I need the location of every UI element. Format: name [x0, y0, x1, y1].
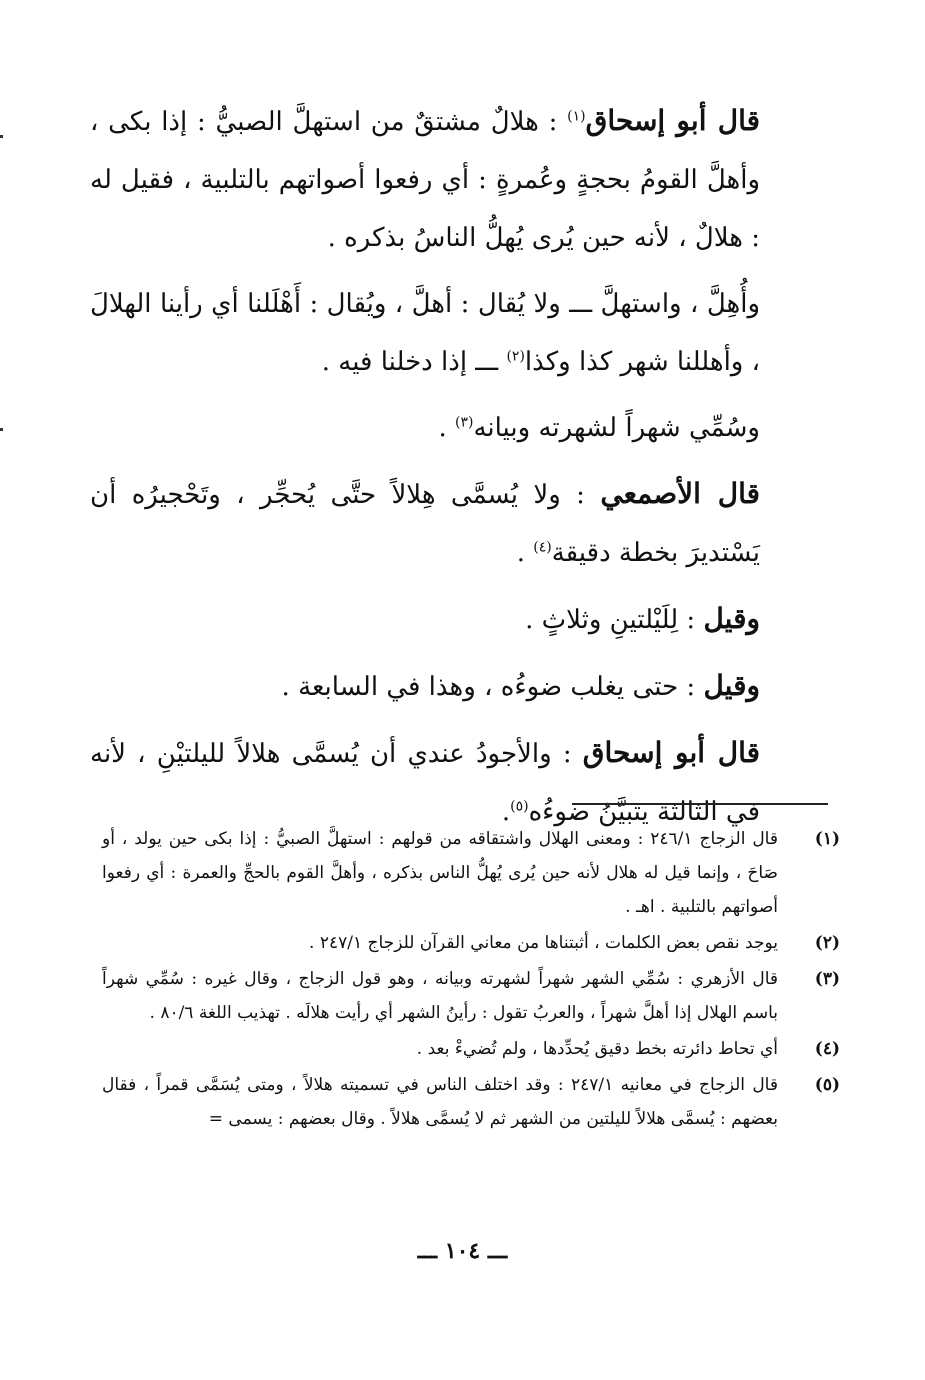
- paragraph-text: : والأجودُ عندي أن يُسمَّى هلالاً لليلتيْنِ ، لأنه في الثالثة يتبيَّنُ ضوءُه: [90, 739, 760, 827]
- speaker-name: قال أبو إسحاق: [585, 104, 760, 137]
- speaker-name: قال الأصمعي: [600, 477, 760, 510]
- speaker-name: قال أبو إسحاق: [582, 736, 760, 769]
- paragraph-text: .: [501, 797, 511, 827]
- footnote-item: [80, 1068, 840, 1136]
- paragraph-text: : هلالٌ مشتقٌ من استهلَّ الصبيُّ : إذا بكى ، وأهلَّ القومُ بحجةٍ وعُمرةٍ : أي رفعوا أصواتهم بالتلبية ، فقيل له : هلالٌ ، لأنه حين يُرى يُهلُّ الناسُ بذكره .: [90, 107, 760, 253]
- scan-margin-mark: [0, 135, 3, 138]
- footnote-divider: [572, 803, 828, 805]
- footnote-number: (٣): [814, 969, 840, 989]
- footnote-number: (٤): [814, 1039, 840, 1059]
- footnote-ref: (٣): [454, 414, 474, 431]
- footnote-item: [80, 962, 840, 1030]
- footnote-text: يوجد نقص بعض الكلمات ، أثبتناها من معاني القرآن للزجاج ٢٤٧/١ .: [309, 933, 778, 953]
- paragraph-2: [90, 275, 760, 391]
- paragraph-text: وأُهِلَّ ، واستهلَّ ـــ ولا يُقال : أهلَّ ، ويُقال : أَهْلَلنا أي رأينا الهلالَ ، وأهللنا شهر كذا وكذا: [90, 289, 760, 377]
- footnote-number: (١): [814, 829, 840, 849]
- paragraph-text: .: [438, 413, 455, 443]
- speaker-name: وقيل: [703, 602, 760, 635]
- footnote-ref: (٤): [533, 539, 552, 556]
- footnote-item: [80, 1032, 840, 1066]
- paragraph-text: : ولا يُسمَّى هِلالاً حتَّى يُحجِّر ، وتَحْجيرُه أن يَسْتديرَ بخطة دقيقة: [90, 480, 760, 568]
- footnote-item: [80, 822, 840, 924]
- page-number: ـــ ١٠٤ ـــ: [417, 1238, 508, 1264]
- paragraph-text: : حتى يغلب ضوءُه ، وهذا في السابعة .: [281, 672, 704, 702]
- footnote-text: قال الزجاج ٢٤٦/١ : ومعنى الهلال واشتقاقه من قولهم : استهلَّ الصبيُّ : إذا بكى حين يولد ، أو صَاحَ ، وإنما قيل له هلال لأنه حين يُرى يُهلُّ الناس بذكره ، وأهلَّ القوم بالحجِّ والعمرة : أي رفعوا أصواتهم بالتلبية . اهـ .: [102, 829, 778, 917]
- footnote-text: أي تحاط دائرته بخط دقيق يُحدِّدها ، ولم تُضيءْ بعد .: [416, 1039, 778, 1059]
- paragraph-5: [90, 590, 760, 649]
- paragraph-4: [90, 465, 760, 582]
- paragraph-1: [90, 92, 760, 267]
- speaker-name: وقيل: [703, 669, 760, 702]
- footnote-number: (٥): [814, 1075, 840, 1095]
- paragraph-text: .: [516, 538, 534, 568]
- paragraph-3: [90, 399, 760, 457]
- paragraph-text: : لِلَيْلتينِ وثلاثٍ .: [525, 605, 704, 635]
- footnote-text: قال الأزهري : سُمِّي الشهر شهراً لشهرته وبيانه ، وهو قول الزجاج ، وقال غيره : سُمِّي شهراً باسم الهلال إذا أهلَّ شهراً ، والعربُ تقول : رأينُ الشهر أي رأيت هلالَه . تهذيب اللغة ٨٠/٦ .: [102, 969, 778, 1023]
- main-text: [90, 92, 760, 849]
- paragraph-text: ـــ إذا دخلنا فيه .: [321, 347, 507, 377]
- footnote-ref: (٥): [510, 798, 529, 815]
- scan-margin-mark: [0, 428, 3, 431]
- footnote-text: قال الزجاج في معانيه ٢٤٧/١ : وقد اختلف الناس في تسميته هلالاً ، ومتى يُسَمَّى قمراً ، فقال بعضهم : يُسمَّى هلالاً لليلتين من الشهر ثم لا يُسمَّى هلالاً . وقال بعضهم : يسمى =: [102, 1075, 778, 1129]
- footnote-item: [80, 926, 840, 960]
- paragraph-text: وسُمِّي شهراً لشهرته وبيانه: [473, 413, 760, 443]
- footnote-number: (٢): [814, 933, 840, 953]
- footnote-ref: (١): [567, 108, 586, 125]
- paragraph-6: [90, 657, 760, 716]
- footnote-ref: (٢): [506, 348, 525, 365]
- footnotes: [80, 822, 840, 1138]
